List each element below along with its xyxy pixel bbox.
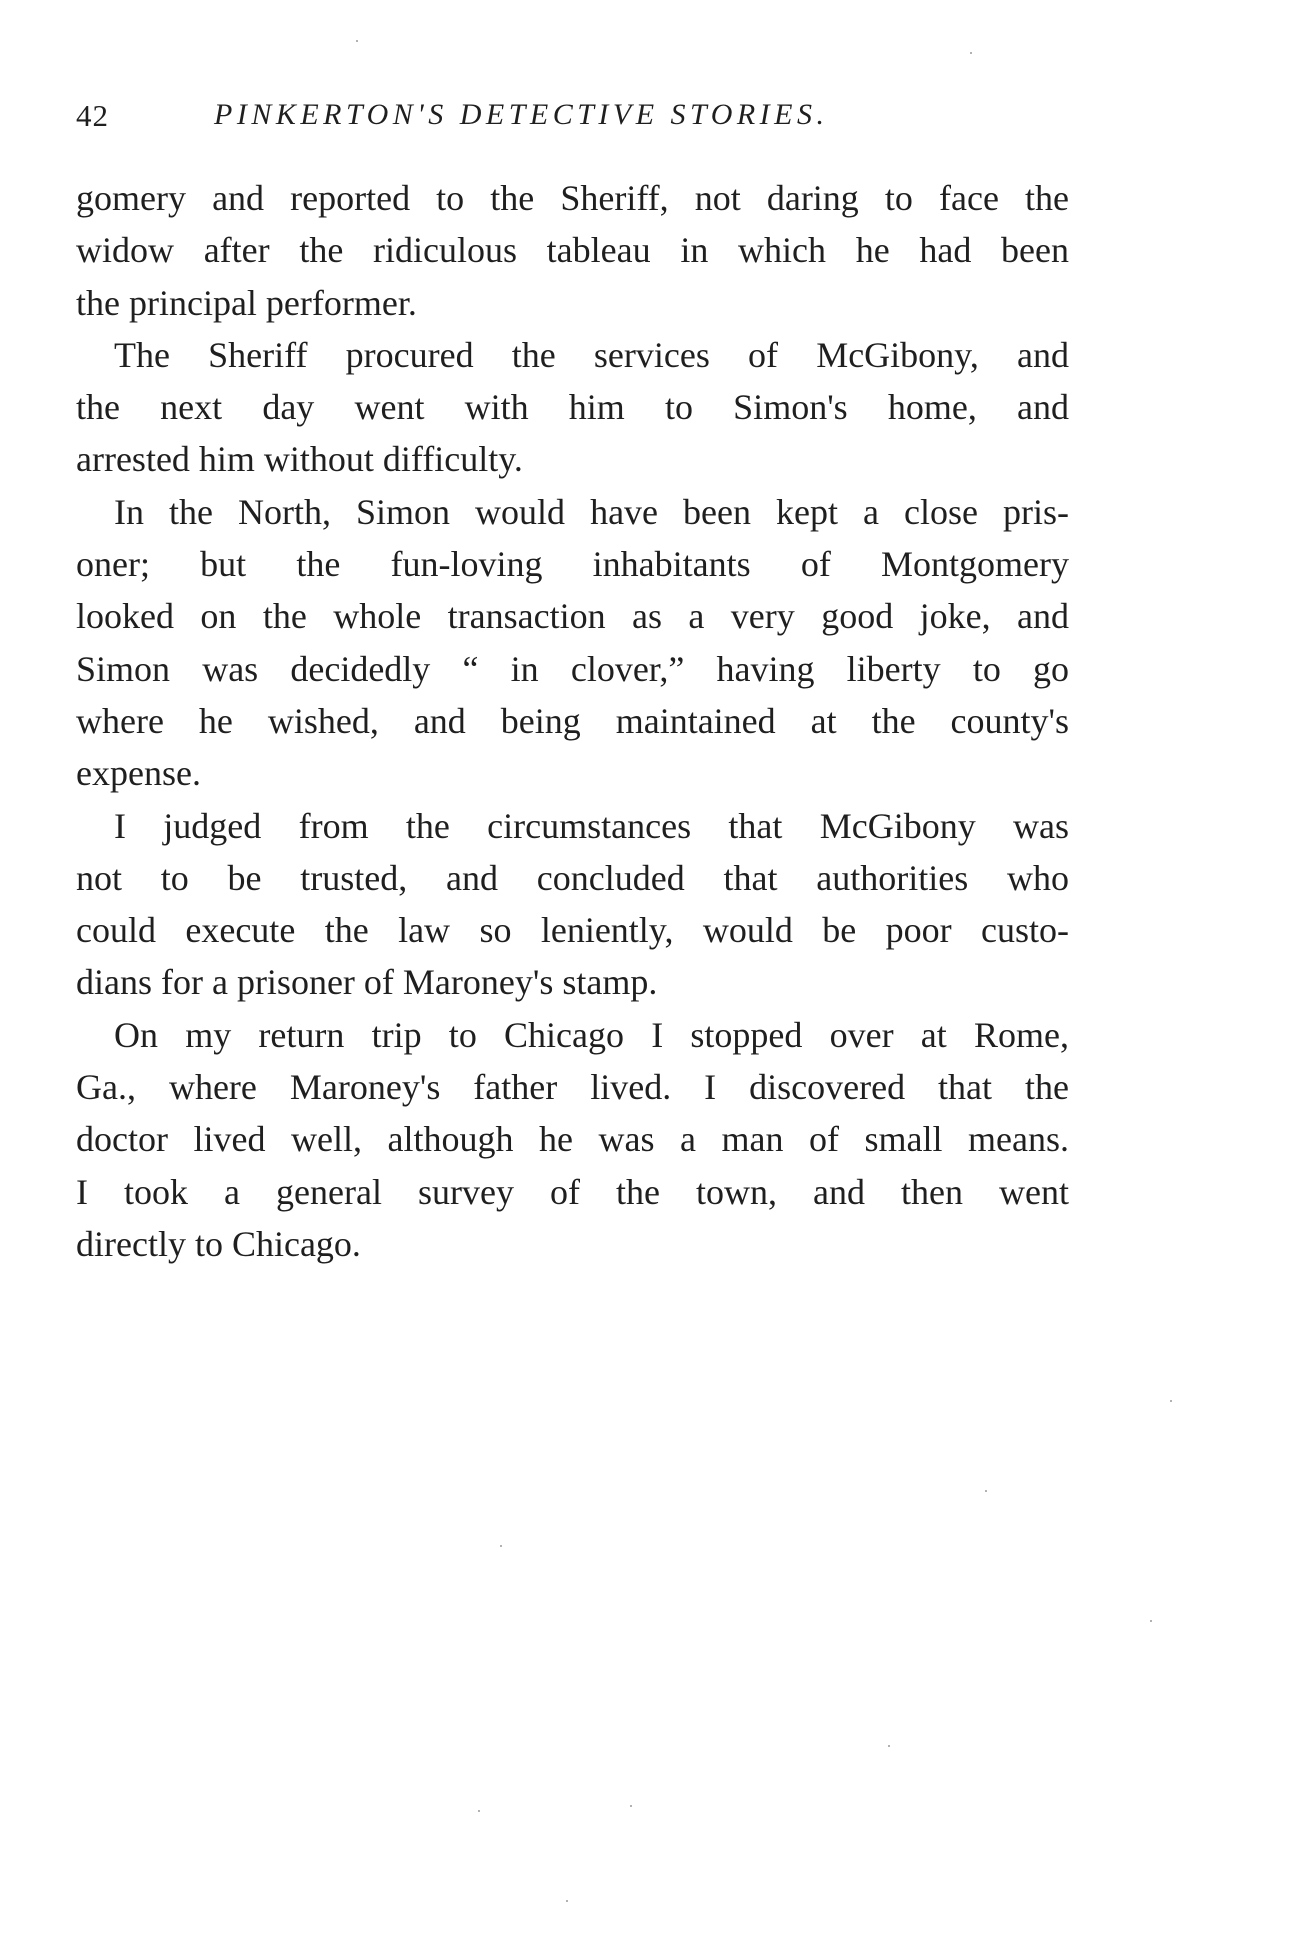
text-line: the principal performer. [76,282,417,323]
text-line: I took a general survey of the town, and then went [76,1171,1069,1212]
text-line: looked on the whole transaction as a very good joke, and [76,596,1069,637]
scan-speck [478,1810,480,1812]
text-line: In the North, Simon would have been kept a close pris- [114,491,1069,532]
running-header [76,98,1076,144]
text-line: widow after the ridiculous tableau in which he had been [76,230,1069,271]
scan-speck [1150,1620,1152,1622]
text-line: On my return trip to Chicago I stopped over at Rome, [114,1014,1069,1055]
text-line: gomery and reported to the Sheriff, not daring to face the [76,178,1069,218]
scan-speck [970,52,972,54]
text-line: arrested him without difficulty. [76,439,523,480]
text-line: I judged from the circumstances that McGibony was [114,805,1069,846]
text-line: dians for a prisoner of Maroney's stamp. [76,962,658,1003]
running-title: PINKERTON'S DETECTIVE STORIES. [214,98,829,131]
text-line: oner; but the fun-loving inhabitants of Montgomery [76,544,1069,585]
text-line: expense. [76,753,201,794]
scan-speck [500,1545,502,1547]
text-line: where he wished, and being maintained at the county's [76,700,1069,741]
body-text [76,172,1069,1270]
scan-speck [1170,1400,1172,1402]
scan-speck [630,1805,632,1807]
text-line: directly to Chicago. [76,1223,361,1264]
text-line: doctor lived well, although he was a man of small means. [76,1119,1069,1160]
text-line: the next day went with him to Simon's home, and [76,387,1069,428]
text-line: not to be trusted, and concluded that authorities who [76,857,1069,898]
text-line: The Sheriff procured the services of McGibony, and [114,334,1069,375]
text-line: could execute the law so leniently, would be poor custo- [76,910,1069,951]
page-number: 42 [76,98,109,133]
scan-speck [985,1490,987,1492]
text-line: Ga., where Maroney's father lived. I discovered that the [76,1067,1069,1108]
scan-speck [356,40,358,42]
scan-speck [566,1900,568,1902]
text-line: Simon was decidedly “ in clover,” having liberty to go [76,648,1069,689]
scan-speck [888,1745,890,1747]
